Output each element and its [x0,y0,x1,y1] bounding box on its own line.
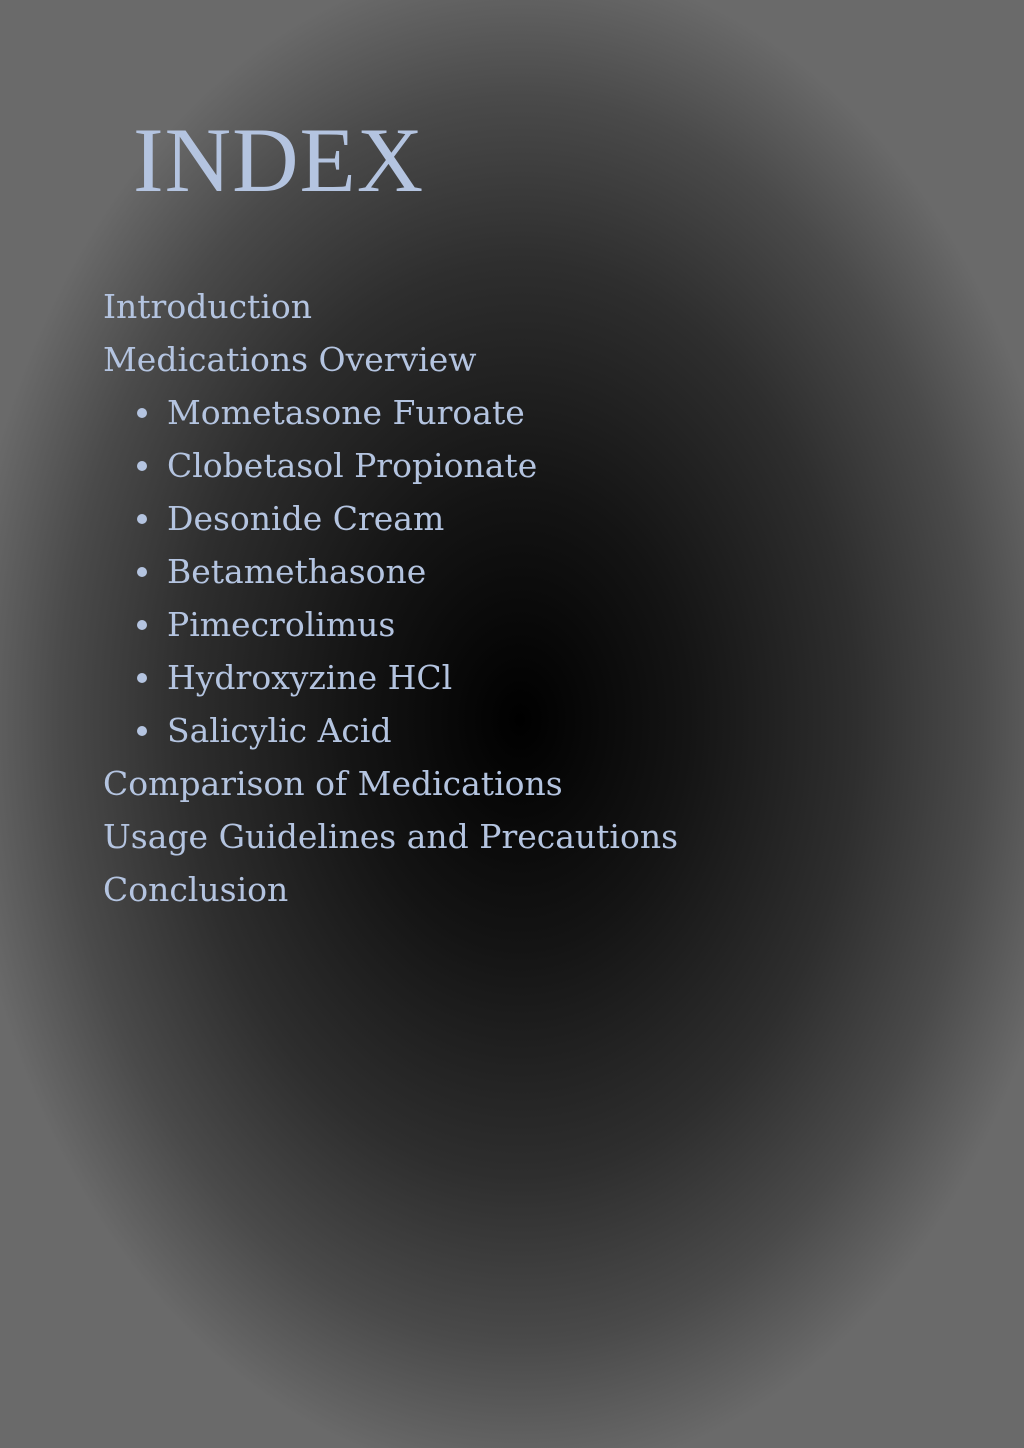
toc-item-usage-guidelines [103,810,678,863]
toc-item-comparison-of-medications [103,757,678,810]
bullet-icon [137,726,147,736]
toc-item-label: Usage Guidelines and Precautions [103,817,679,856]
toc-subitem-hydroxyzine-hcl [103,651,678,704]
bullet-icon [137,673,147,683]
bullet-icon [137,567,147,577]
toc-item-label: Introduction [103,287,312,326]
toc-item-label: Hydroxyzine HCl [167,658,453,697]
toc-item-introduction [103,280,678,333]
toc-subitem-salicylic-acid [103,704,678,757]
toc-item-label: Pimecrolimus [167,605,396,644]
toc-subitem-clobetasol-propionate [103,439,678,492]
bullet-icon [137,514,147,524]
toc-subitem-pimecrolimus [103,598,678,651]
page-title: INDEX [133,109,425,211]
toc-item-label: Salicylic Acid [167,711,392,750]
toc-item-label: Mometasone Furoate [167,393,525,432]
bullet-icon [137,620,147,630]
toc-item-conclusion [103,863,678,916]
toc-item-label: Clobetasol Propionate [167,446,538,485]
bullet-icon [137,461,147,471]
bullet-icon [137,408,147,418]
toc-item-label: Conclusion [103,870,289,909]
toc-subitem-desonide-cream [103,492,678,545]
toc-item-medications-overview [103,333,678,386]
toc-item-label: Betamethasone [167,552,427,591]
toc-subitem-betamethasone [103,545,678,598]
toc-item-label: Comparison of Medications [103,764,563,803]
toc-item-label: Medications Overview [103,340,477,379]
toc-item-label: Desonide Cream [167,499,445,538]
toc-subitem-mometasone-furoate [103,386,678,439]
table-of-contents [103,280,678,916]
